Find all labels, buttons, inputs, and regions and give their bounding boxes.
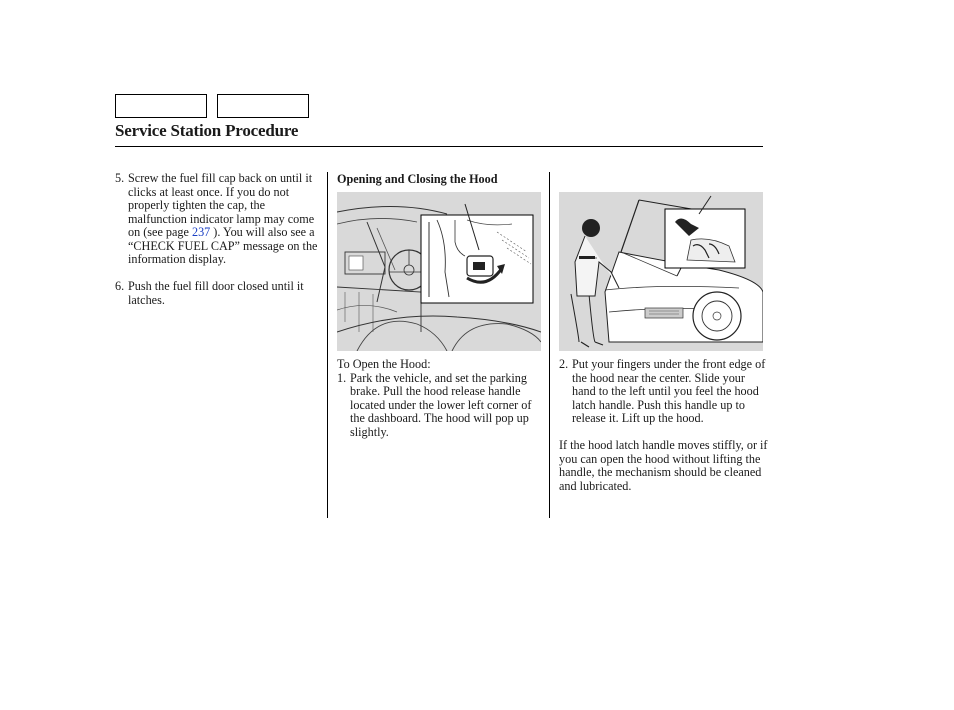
column-1 — [115, 172, 319, 307]
step-1-text: Park the vehicle, and set the parking brake. Pull the hood release handle located under the lower left corner of the dashboard. The hood will pop up slightly. — [350, 370, 532, 439]
step-6-number: 6. — [115, 279, 125, 293]
step-5-text: Screw the fuel fill cap back on until it clicks at least once. If you do not properly tighten the cap, the malfunction indicator lamp may come on (see page — [128, 171, 315, 239]
hood-latch-illustration — [559, 192, 763, 351]
step-2-number: 2. — [559, 357, 569, 371]
step-1-number: 1. — [337, 370, 347, 385]
page-link-237[interactable]: 237 — [191, 225, 211, 239]
step-2-text: Put your fingers under the front edge of the hood near the center. Slide your hand to the left until you feel the hood latch handle. Push this handle up to release it. Lift up the hood. — [572, 357, 766, 425]
step-2 — [559, 358, 769, 426]
page-title: Service Station Procedure — [115, 121, 299, 140]
column-3-text — [559, 358, 769, 493]
step-1 — [337, 372, 547, 440]
step-6 — [115, 280, 319, 307]
step-6-text: Push the fuel fill door closed until it latches. — [128, 279, 304, 307]
nav-button-1[interactable] — [115, 94, 207, 118]
column-divider-2 — [549, 172, 550, 518]
section-heading: Opening and Closing the Hood — [337, 172, 498, 186]
column-divider-1 — [327, 172, 328, 518]
step-5-number: 5. — [115, 171, 125, 185]
column-2-text — [337, 358, 547, 439]
hood-release-illustration — [337, 192, 541, 351]
open-hood-intro: To Open the Hood: — [337, 357, 431, 371]
hood-latch-note: If the hood latch handle moves stiffly, or if you can open the hood without lifting the handle, the mechanism should be cleaned and lubricated. — [559, 438, 768, 493]
title-divider — [115, 146, 763, 147]
step-5 — [115, 172, 319, 267]
nav-button-2[interactable] — [217, 94, 309, 118]
step-5-text-end: ). You will also see a “CHECK FUEL CAP” message on the information display. — [128, 225, 318, 266]
